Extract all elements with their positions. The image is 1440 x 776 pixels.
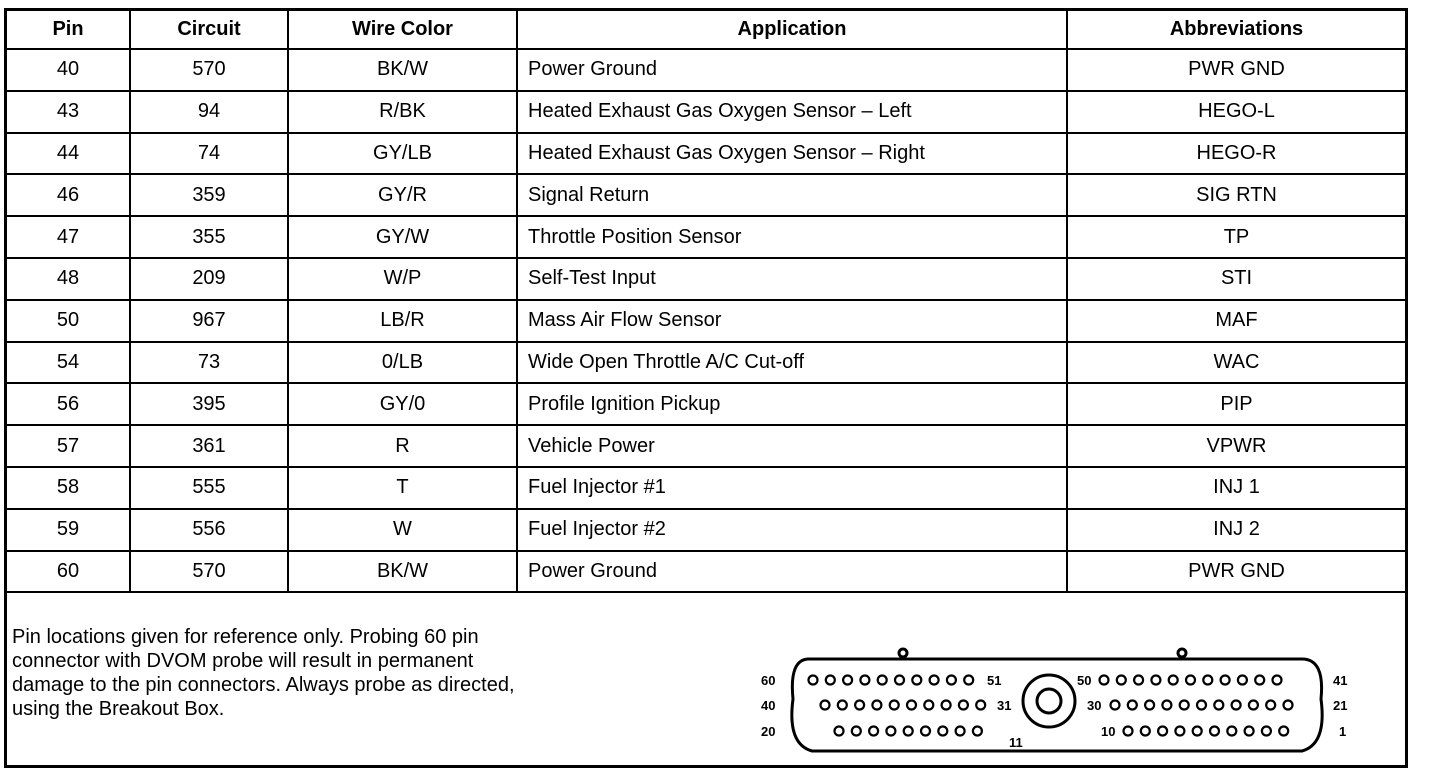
cell-application: Fuel Injector #2 — [517, 509, 1067, 551]
connector-pin — [1210, 727, 1219, 736]
table-header-row — [7, 11, 1405, 49]
connector-pin — [1245, 727, 1254, 736]
connector-pin — [973, 727, 982, 736]
header-abbreviations: Abbreviations — [1067, 11, 1405, 49]
connector-pin — [1145, 701, 1154, 710]
note-line: connector with DVOM probe will result in permanent — [12, 650, 474, 672]
table-row — [7, 91, 1405, 133]
cell-application: Signal Return — [517, 174, 1067, 216]
cell-pin: 44 — [7, 133, 130, 175]
connector-pin — [924, 701, 933, 710]
cell-abbreviation: TP — [1067, 216, 1405, 258]
cell-circuit: 556 — [130, 509, 288, 551]
cell-pin: 40 — [7, 49, 130, 91]
note-line: Pin locations given for reference only. Probing 60 pin — [12, 626, 479, 648]
connector-pin — [1134, 676, 1143, 685]
connector-pin — [855, 701, 864, 710]
connector-label-10: 10 — [1101, 724, 1116, 739]
connector-pin — [1227, 727, 1236, 736]
header-wire-color: Wire Color — [288, 11, 517, 49]
cell-wire-color: 0/LB — [288, 342, 517, 384]
connector-pin — [886, 727, 895, 736]
connector-pin — [907, 701, 916, 710]
connector-label-51: 51 — [987, 673, 1002, 688]
connector-pin — [1117, 676, 1126, 685]
cell-wire-color: R — [288, 425, 517, 467]
cell-application: Power Ground — [517, 49, 1067, 91]
connector-pin — [1151, 676, 1160, 685]
connector-pin — [1197, 701, 1206, 710]
connector-pin — [1249, 701, 1258, 710]
connector-pin — [1175, 727, 1184, 736]
connector-pin — [1158, 727, 1167, 736]
table-row — [7, 258, 1405, 300]
pinout-table — [7, 11, 1405, 593]
cell-application: Mass Air Flow Sensor — [517, 300, 1067, 342]
cell-abbreviation: HEGO-R — [1067, 133, 1405, 175]
cell-wire-color: GY/LB — [288, 133, 517, 175]
connector-pin — [1193, 727, 1202, 736]
connector-pin — [942, 701, 951, 710]
connector-label-30: 30 — [1087, 698, 1102, 713]
connector-pin — [964, 676, 973, 685]
connector-pin — [1111, 701, 1120, 710]
cell-application: Vehicle Power — [517, 425, 1067, 467]
key-tab-left — [899, 649, 907, 657]
connector-pin — [843, 676, 852, 685]
connector-pin — [1238, 676, 1247, 685]
cell-pin: 59 — [7, 509, 130, 551]
cell-abbreviation: PIP — [1067, 383, 1405, 425]
table-row — [7, 551, 1405, 593]
cell-wire-color: W/P — [288, 258, 517, 300]
center-stud-inner — [1037, 689, 1061, 713]
cell-wire-color: W — [288, 509, 517, 551]
connector-label-41: 41 — [1333, 673, 1348, 688]
connector-pin — [1279, 727, 1288, 736]
cell-pin: 54 — [7, 342, 130, 384]
cell-circuit: 395 — [130, 383, 288, 425]
cell-application: Power Ground — [517, 551, 1067, 593]
connector-pin — [976, 701, 985, 710]
connector-pin — [835, 727, 844, 736]
cell-abbreviation: STI — [1067, 258, 1405, 300]
cell-wire-color: LB/R — [288, 300, 517, 342]
connector-pin — [809, 676, 818, 685]
table-row — [7, 425, 1405, 467]
connector-label-60: 60 — [761, 673, 776, 688]
connector-label-31: 31 — [997, 698, 1012, 713]
cell-circuit: 355 — [130, 216, 288, 258]
connector-pin — [956, 727, 965, 736]
cell-abbreviation: VPWR — [1067, 425, 1405, 467]
connector-pin — [1180, 701, 1189, 710]
connector-label-50: 50 — [1077, 673, 1092, 688]
cell-pin: 48 — [7, 258, 130, 300]
cell-circuit: 94 — [130, 91, 288, 133]
connector-label-20: 20 — [761, 724, 776, 739]
cell-wire-color: BK/W — [288, 551, 517, 593]
note-line: using the Breakout Box. — [12, 698, 225, 720]
cell-abbreviation: PWR GND — [1067, 551, 1405, 593]
connector-pin — [1124, 727, 1133, 736]
cell-circuit: 570 — [130, 551, 288, 593]
connector-pin — [1284, 701, 1293, 710]
table-row — [7, 133, 1405, 175]
cell-circuit: 967 — [130, 300, 288, 342]
cell-pin: 46 — [7, 174, 130, 216]
note-line: damage to the pin connectors. Always probe as directed, — [12, 674, 515, 696]
cell-application: Wide Open Throttle A/C Cut-off — [517, 342, 1067, 384]
connector-pin — [826, 676, 835, 685]
cell-application: Heated Exhaust Gas Oxygen Sensor – Left — [517, 91, 1067, 133]
connector-pin — [1100, 676, 1109, 685]
connector-pin — [852, 727, 861, 736]
pinout-document — [4, 8, 1408, 768]
cell-abbreviation: PWR GND — [1067, 49, 1405, 91]
connector-pin — [1128, 701, 1137, 710]
cell-circuit: 74 — [130, 133, 288, 175]
connector-pin — [821, 701, 830, 710]
connector-pin — [838, 701, 847, 710]
cell-pin: 47 — [7, 216, 130, 258]
cell-abbreviation: HEGO-L — [1067, 91, 1405, 133]
connector-pin — [1255, 676, 1264, 685]
connector-label-40: 40 — [761, 698, 776, 713]
cell-circuit: 209 — [130, 258, 288, 300]
table-row — [7, 342, 1405, 384]
cell-application: Throttle Position Sensor — [517, 216, 1067, 258]
connector-pin — [921, 727, 930, 736]
connector-label-21: 21 — [1333, 698, 1348, 713]
table-row — [7, 509, 1405, 551]
cell-application: Profile Ignition Pickup — [517, 383, 1067, 425]
connector-pin — [890, 701, 899, 710]
cell-abbreviation: WAC — [1067, 342, 1405, 384]
cell-pin: 57 — [7, 425, 130, 467]
connector-pin — [869, 727, 878, 736]
connector-pin — [912, 676, 921, 685]
cell-abbreviation: SIG RTN — [1067, 174, 1405, 216]
cell-wire-color: T — [288, 467, 517, 509]
connector-pin — [938, 727, 947, 736]
cell-abbreviation: INJ 2 — [1067, 509, 1405, 551]
cell-abbreviation: INJ 1 — [1067, 467, 1405, 509]
connector-pin — [1273, 676, 1282, 685]
connector-pin — [1214, 701, 1223, 710]
key-tab-right — [1178, 649, 1186, 657]
connector-label-11: 11 — [1009, 735, 1023, 750]
table-row — [7, 383, 1405, 425]
connector-pin — [930, 676, 939, 685]
cell-circuit: 555 — [130, 467, 288, 509]
cell-circuit: 361 — [130, 425, 288, 467]
connector-label-1: 1 — [1339, 724, 1347, 739]
cell-pin: 43 — [7, 91, 130, 133]
cell-application: Fuel Injector #1 — [517, 467, 1067, 509]
cell-pin: 50 — [7, 300, 130, 342]
cell-wire-color: GY/R — [288, 174, 517, 216]
reference-note — [12, 625, 732, 721]
connector-pin — [904, 727, 913, 736]
connector-pin — [1262, 727, 1271, 736]
header-circuit: Circuit — [130, 11, 288, 49]
connector-pin — [959, 701, 968, 710]
header-pin: Pin — [7, 11, 130, 49]
connector-pin — [947, 676, 956, 685]
connector-pin — [872, 701, 881, 710]
connector-pin — [1232, 701, 1241, 710]
table-row — [7, 300, 1405, 342]
cell-wire-color: GY/W — [288, 216, 517, 258]
table-row — [7, 49, 1405, 91]
header-application: Application — [517, 11, 1067, 49]
cell-pin: 56 — [7, 383, 130, 425]
connector-pin — [878, 676, 887, 685]
cell-pin: 60 — [7, 551, 130, 593]
cell-circuit: 359 — [130, 174, 288, 216]
cell-circuit: 73 — [130, 342, 288, 384]
cell-pin: 58 — [7, 467, 130, 509]
connector-pin — [1221, 676, 1230, 685]
connector-pin — [1186, 676, 1195, 685]
table-row — [7, 467, 1405, 509]
connector-diagram — [747, 639, 1357, 767]
table-row — [7, 216, 1405, 258]
cell-wire-color: GY/0 — [288, 383, 517, 425]
connector-pin — [1203, 676, 1212, 685]
cell-application: Heated Exhaust Gas Oxygen Sensor – Right — [517, 133, 1067, 175]
table-row — [7, 174, 1405, 216]
connector-pin — [1162, 701, 1171, 710]
connector-pin — [860, 676, 869, 685]
connector-pin — [1141, 727, 1150, 736]
center-stud-outer — [1023, 675, 1075, 727]
cell-application: Self-Test Input — [517, 258, 1067, 300]
cell-circuit: 570 — [130, 49, 288, 91]
cell-wire-color: BK/W — [288, 49, 517, 91]
connector-pin — [1266, 701, 1275, 710]
cell-abbreviation: MAF — [1067, 300, 1405, 342]
connector-pin — [1169, 676, 1178, 685]
connector-pin — [895, 676, 904, 685]
cell-wire-color: R/BK — [288, 91, 517, 133]
